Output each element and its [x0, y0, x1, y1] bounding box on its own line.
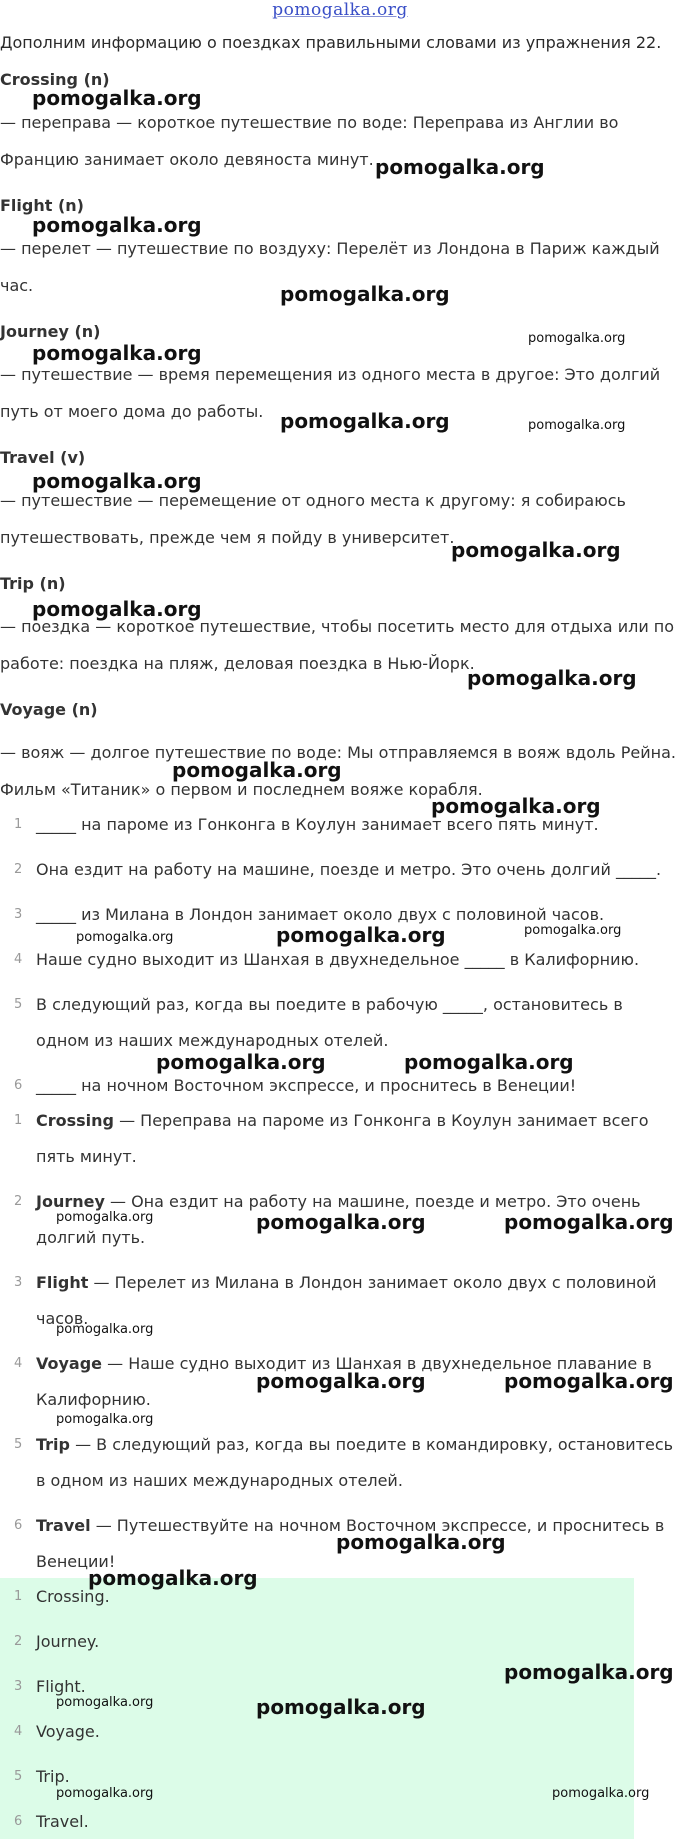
- answer-item: Trip.: [36, 1767, 70, 1786]
- watermark: pomogalka.org: [56, 1210, 154, 1225]
- solution-item-continued: Калифорнию.: [36, 1390, 151, 1409]
- solution-sentence: — Путешествуйте на ночном Восточном экспрессе, и проснитесь в: [90, 1516, 665, 1535]
- watermark: pomogalka.org: [88, 1566, 258, 1590]
- solution-sentence: — Она ездит на работу на машине, поезде и метро. Это очень: [104, 1192, 641, 1211]
- definition-line: Францию занимает около девяноста минут.: [0, 150, 374, 169]
- watermark: pomogalka.org: [76, 930, 174, 945]
- watermark: pomogalka.org: [32, 213, 202, 237]
- solution-number: 6: [14, 1518, 23, 1533]
- exercise-number: 3: [14, 907, 23, 922]
- term-crossing: Crossing (n): [0, 70, 110, 89]
- watermark: pomogalka.org: [552, 1786, 650, 1801]
- definition-line: — вояж — долгое путешествие по воде: Мы отправляемся в вояж вдоль Рейна.: [0, 743, 676, 762]
- solution-item: [36, 1273, 656, 1292]
- watermark: pomogalka.org: [56, 1322, 154, 1337]
- definition-line: — переправа — короткое путешествие по воде: Переправа из Англии во: [0, 113, 619, 132]
- solution-item-continued: в одном из наших международных отелей.: [36, 1471, 403, 1490]
- exercise-item: _____ на пароме из Гонконга в Коулун занимает всего пять минут.: [36, 815, 599, 834]
- definition-line: путешествовать, прежде чем я пойду в университет.: [0, 528, 455, 547]
- term-travel: Travel (v): [0, 448, 86, 467]
- solution-item: [36, 1192, 641, 1211]
- watermark: pomogalka.org: [467, 666, 637, 690]
- answer-number: 6: [14, 1814, 23, 1829]
- answer-number: 4: [14, 1724, 23, 1739]
- solution-sentence: — Перелет из Милана в Лондон занимает около двух с половиной: [88, 1273, 657, 1292]
- definition-line: час.: [0, 276, 34, 295]
- answer-item: Flight.: [36, 1677, 86, 1696]
- definition-line: — путешествие — время перемещения из одного места в другое: Это долгий: [0, 365, 661, 384]
- term-journey: Journey (n): [0, 322, 101, 341]
- watermark: pomogalka.org: [256, 1210, 426, 1234]
- solution-sentence: — Наше судно выходит из Шанхая в двухнедельное плавание в: [102, 1354, 652, 1373]
- answer-item: Travel.: [36, 1812, 89, 1831]
- solution-item: [36, 1111, 649, 1130]
- watermark: pomogalka.org: [504, 1369, 674, 1393]
- answer-item: Crossing.: [36, 1587, 110, 1606]
- watermark: pomogalka.org: [156, 1050, 326, 1074]
- term-flight: Flight (n): [0, 196, 84, 215]
- solution-sentence: — Переправа на пароме из Гонконга в Коулун занимает всего: [114, 1111, 649, 1130]
- solution-word: Voyage: [36, 1354, 103, 1373]
- exercise-number: 6: [14, 1078, 23, 1093]
- solution-number: 5: [14, 1437, 23, 1452]
- watermark: pomogalka.org: [256, 1369, 426, 1393]
- exercise-number: 4: [14, 952, 23, 967]
- watermark: pomogalka.org: [56, 1695, 154, 1710]
- definition-line: — поездка — короткое путешествие, чтобы посетить место для отдыха или по: [0, 617, 675, 636]
- answer-item: Journey.: [36, 1632, 100, 1651]
- watermark: pomogalka.org: [280, 282, 450, 306]
- exercise-item: В следующий раз, когда вы поедите в рабочую _____, остановитесь в: [36, 995, 623, 1014]
- solution-word: Trip: [36, 1435, 70, 1454]
- solution-item-continued: пять минут.: [36, 1147, 137, 1166]
- definition-line: — перелет — путешествие по воздуху: Перелёт из Лондона в Париж каждый: [0, 239, 660, 258]
- definition-line: Фильм «Титаник» о первом и последнем вояже корабля.: [0, 780, 483, 799]
- term-voyage: Voyage (n): [0, 700, 98, 719]
- term-trip: Trip (n): [0, 574, 66, 593]
- watermark: pomogalka.org: [32, 86, 202, 110]
- watermark: pomogalka.org: [431, 794, 601, 818]
- solution-word: Flight: [36, 1273, 89, 1292]
- solution-number: 4: [14, 1356, 23, 1371]
- watermark: pomogalka.org: [32, 597, 202, 621]
- solution-word: Travel: [36, 1516, 91, 1535]
- watermark: pomogalka.org: [528, 331, 626, 346]
- watermark: pomogalka.org: [451, 538, 621, 562]
- watermark: pomogalka.org: [256, 1695, 426, 1719]
- definition-line: — путешествие — перемещение от одного места к другому: я собираюсь: [0, 491, 626, 510]
- exercise-item: Наше судно выходит из Шанхая в двухнедельное _____ в Калифорнию.: [36, 950, 640, 969]
- exercise-item-continued: одном из наших международных отелей.: [36, 1031, 389, 1050]
- watermark: pomogalka.org: [336, 1530, 506, 1554]
- solution-number: 2: [14, 1194, 23, 1209]
- watermark: pomogalka.org: [524, 923, 622, 938]
- answer-number: 2: [14, 1634, 23, 1649]
- exercise-item: _____ на ночном Восточном экспрессе, и проснитесь в Венеции!: [36, 1076, 577, 1095]
- answer-number: 5: [14, 1769, 23, 1784]
- answer-number: 1: [14, 1589, 23, 1604]
- exercise-number: 2: [14, 862, 23, 877]
- answer-item: Voyage.: [36, 1722, 100, 1741]
- watermark: pomogalka.org: [32, 469, 202, 493]
- exercise-number: 1: [14, 817, 23, 832]
- exercise-item: _____ из Милана в Лондон занимает около двух с половиной часов.: [36, 905, 605, 924]
- watermark: pomogalka.org: [32, 341, 202, 365]
- solution-item-continued: долгий путь.: [36, 1228, 146, 1247]
- watermark: pomogalka.org: [404, 1050, 574, 1074]
- watermark: pomogalka.org: [504, 1660, 674, 1684]
- watermark: pomogalka.org: [56, 1786, 154, 1801]
- solution-number: 1: [14, 1113, 23, 1128]
- site-logo[interactable]: pomogalka.org: [272, 0, 408, 20]
- answer-number: 3: [14, 1679, 23, 1694]
- watermark: pomogalka.org: [504, 1210, 674, 1234]
- solution-number: 3: [14, 1275, 23, 1290]
- watermark: pomogalka.org: [375, 155, 545, 179]
- watermark: pomogalka.org: [280, 409, 450, 433]
- solution-word: Journey: [36, 1192, 105, 1211]
- watermark: pomogalka.org: [56, 1412, 154, 1427]
- intro-text: Дополним информацию о поездках правильными словами из упражнения 22.: [0, 33, 662, 52]
- solution-item: [36, 1435, 673, 1454]
- solution-item-continued: часов.: [36, 1309, 89, 1328]
- solution-word: Crossing: [36, 1111, 114, 1130]
- watermark: pomogalka.org: [276, 923, 446, 947]
- watermark: pomogalka.org: [172, 758, 342, 782]
- watermark: pomogalka.org: [528, 418, 626, 433]
- solution-sentence: — В следующий раз, когда вы поедите в командировку, остановитесь: [69, 1435, 674, 1454]
- definition-line: путь от моего дома до работы.: [0, 402, 264, 421]
- definition-line: работе: поездка на пляж, деловая поездка в Нью-Йорк.: [0, 654, 475, 673]
- solution-item-continued: Венеции!: [36, 1552, 116, 1571]
- exercise-item: Она ездит на работу на машине, поезде и метро. Это очень долгий _____.: [36, 860, 662, 879]
- exercise-number: 5: [14, 997, 23, 1012]
